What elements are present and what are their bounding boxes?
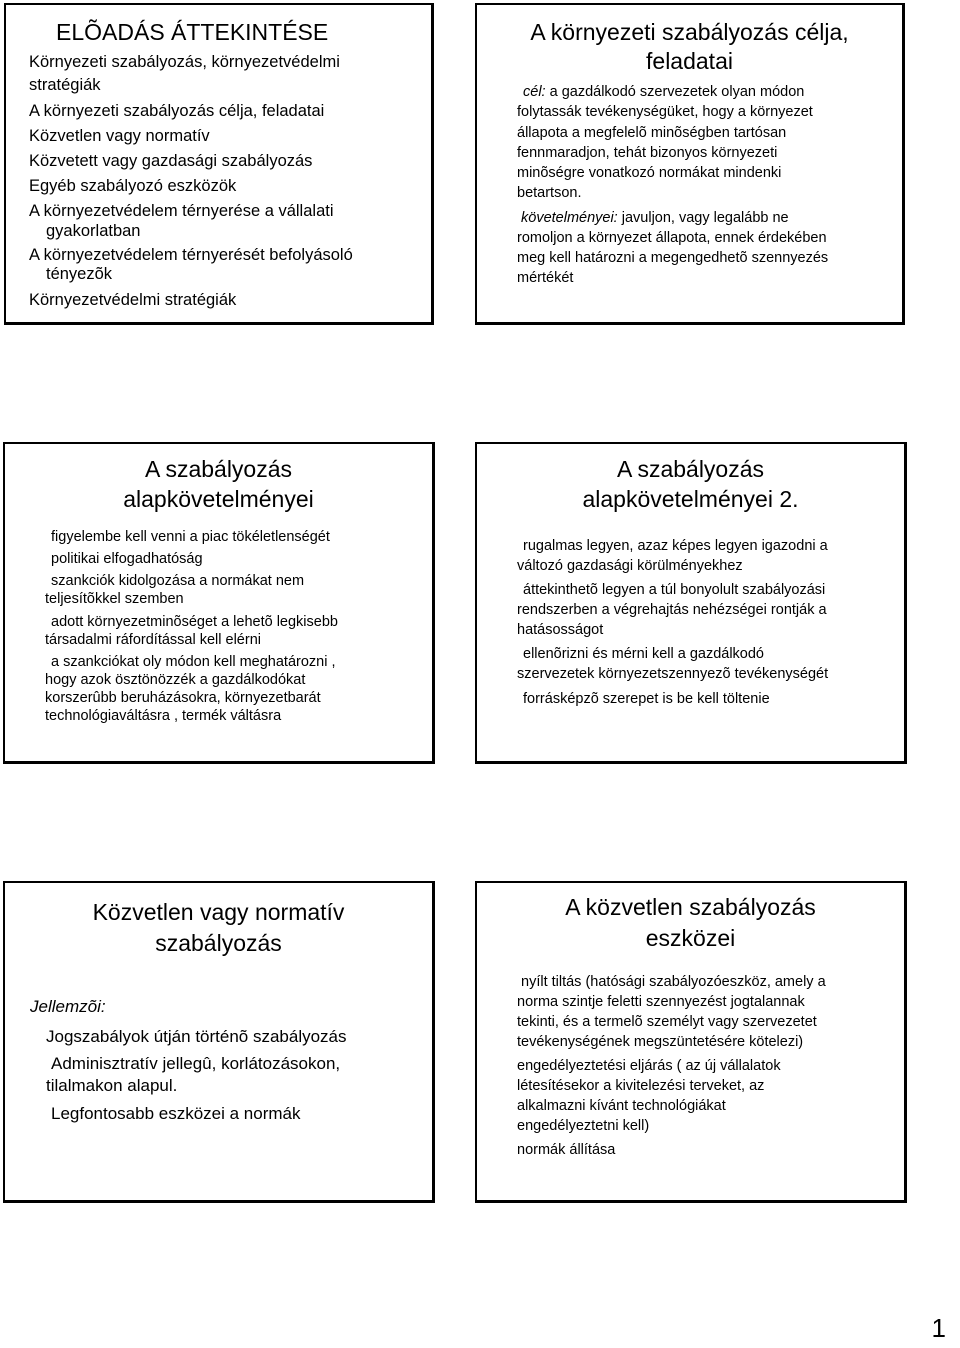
list-item: norma szintje feletti szennyezést jogtalannak [517, 994, 805, 1010]
slide-title: feladatai [646, 48, 733, 74]
slide-title: Közvetlen vagy normatív [92, 899, 345, 925]
list-item: hogy azok ösztönözzék a gazdálkodókat [45, 672, 306, 688]
section-label: Jellemzõi: [30, 997, 106, 1016]
list-item: nyílt tiltás (hatósági szabályozóeszköz, amely a [521, 974, 826, 990]
paragraph-line: folytassák tevékenységüket, hogy a környezet [517, 104, 813, 120]
list-item: Jogszabályok útján történõ szabályozás [46, 1027, 347, 1046]
page-number: 1 [931, 1313, 946, 1343]
list-item: teljesítõkkel szemben [45, 591, 184, 607]
list-item: gyakorlatban [46, 222, 141, 240]
list-item: Közvetlen vagy normatív [29, 127, 210, 145]
list-item: Legfontosabb eszközei a normák [51, 1104, 301, 1123]
keyword-label: követelményei: [521, 210, 618, 226]
list-item: Környezeti szabályozás, környezetvédelmi [29, 53, 340, 71]
list-item: szankciók kidolgozása a normákat nem [51, 573, 305, 589]
list-item: alkalmazni kívánt technológiákat [517, 1098, 726, 1114]
list-item: létesítésekor a kivitelezési terveket, az [517, 1078, 765, 1094]
list-item: politikai elfogadhatóság [51, 551, 203, 567]
list-item: A környezetvédelem térnyerése a vállalati [29, 202, 334, 220]
list-item: áttekinthetõ legyen a túl bonyolult szabályozási [523, 582, 826, 598]
list-item: társadalmi ráfordítással kell elérni [45, 632, 261, 648]
list-item: Egyéb szabályozó eszközök [29, 177, 237, 195]
list-item: korszerûbb beruházásokra, környezetbarát [45, 690, 321, 706]
slide-overview [4, 3, 434, 325]
slide-title: alapkövetelményei 2. [582, 486, 799, 512]
list-item: változó gazdasági körülményekhez [517, 558, 743, 574]
paragraph-line: követelményei: javuljon, vagy legalább ne [521, 210, 789, 226]
list-item: engedélyeztetési eljárás ( az új vállalatok [517, 1058, 781, 1074]
slide-title: A szabályozás [144, 456, 293, 482]
slide-title: alapkövetelményei [123, 486, 314, 512]
list-item: ellenõrizni és mérni kell a gazdálkodó [523, 646, 764, 662]
paragraph-line: minõségre vonatkozó normákat mindenki [517, 165, 782, 181]
slide-requirements-2 [475, 442, 907, 764]
slide-direct-tools [475, 881, 907, 1203]
slide-title: A szabályozás [616, 456, 765, 482]
list-item: forrásképzõ szerepet is be kell töltenie [523, 691, 770, 707]
list-item: rendszerben a végrehajtás nehézségei rontják a [517, 602, 827, 618]
slide-title: eszközei [645, 925, 736, 951]
slide-title: ELÕADÁS ÁTTEKINTÉSE [56, 19, 329, 45]
paragraph-line: betartson. [517, 185, 582, 201]
list-item: hatásosságot [517, 622, 604, 638]
list-item: stratégiák [29, 76, 101, 94]
list-item: tilalmakon alapul. [46, 1076, 178, 1095]
keyword-label: cél: [523, 84, 546, 100]
list-item: A környezetvédelem térnyerését befolyásoló [29, 246, 353, 264]
list-item: technológiaváltásra , termék váltásra [45, 708, 282, 724]
list-item: adott környezetminõséget a lehetõ legkisebb [51, 614, 338, 630]
slide-title: A közvetlen szabályozás [565, 894, 816, 920]
list-item: a szankciókat oly módon kell meghatározni , [51, 654, 336, 670]
slide-direct-regulation [3, 881, 435, 1203]
list-item: szervezetek környezetszennyezõ tevékenységét [517, 666, 829, 682]
list-item: tényezõk [46, 265, 113, 283]
paragraph-line: romoljon a környezet állapota, ennek érdekében [517, 230, 827, 246]
list-item: tekinti, és a termelõ személyt vagy szervezetet [517, 1014, 817, 1030]
slide-title: szabályozás [155, 930, 282, 956]
slide-requirements [3, 442, 435, 764]
list-item: Környezetvédelmi stratégiák [29, 291, 237, 309]
list-item: normák állítása [517, 1142, 616, 1158]
paragraph-line: állapota a megfelelõ minõségben tartósan [517, 125, 787, 141]
slide-title: A környezeti szabályozás célja, [530, 19, 849, 45]
paragraph-line: meg kell határozni a megengedhetõ szennyezés [517, 250, 829, 266]
list-item: Adminisztratív jellegû, korlátozásokon, [51, 1054, 341, 1073]
list-item: rugalmas legyen, azaz képes legyen igazodni a [523, 538, 828, 554]
list-item: engedélyeztetni kell) [517, 1118, 650, 1134]
list-item: Közvetett vagy gazdasági szabályozás [29, 152, 313, 170]
paragraph-line: fennmaradjon, tehát bizonyos környezeti [517, 145, 778, 161]
paragraph-line: mértékét [517, 270, 574, 286]
paragraph-line: cél: a gazdálkodó szervezetek olyan módon [523, 84, 805, 100]
list-item: figyelembe kell venni a piac tökéletlenségét [51, 529, 330, 545]
list-item: A környezeti szabályozás célja, feladatai [29, 102, 325, 120]
slide-regulation-goal [475, 3, 905, 325]
list-item: tevékenységének megszüntetésére kötelezi) [517, 1034, 804, 1050]
